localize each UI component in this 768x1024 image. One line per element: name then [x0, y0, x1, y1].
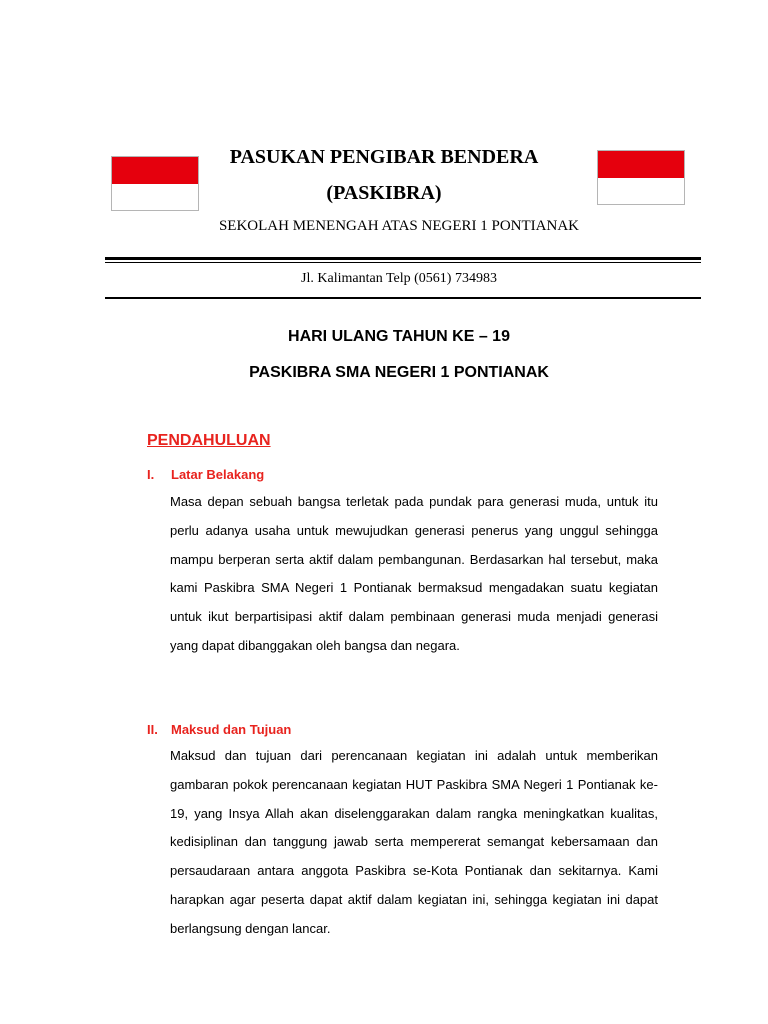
letterhead-rule-thin	[105, 262, 701, 263]
section-heading-pendahuluan: PENDAHULUAN	[147, 432, 271, 449]
document-title: HARI ULANG TAHUN KE – 19	[288, 328, 510, 345]
subsection-heading-maksud-tujuan	[147, 722, 291, 737]
paragraph-maksud-tujuan: Maksud dan tujuan dari perencanaan kegiatan ini adalah untuk memberikan gambaran pokok perencanaan kegiatan HUT Paskibra SMA Negeri 1 Pontianak ke-19, yang Insya Allah akan diselenggarakan dalam rangka meningkatkan kualitas, kedisiplinan dan tanggung jawab serta mempererat semangat kebersamaan dan persaudaraan antara anggota Paskibra se-Kota Pontianak dan sekitarnya. Kami harapkan agar peserta dapat aktif dalam kegiatan ini, sehingga kegiatan ini dapat berlangsung dengan lancar.	[170, 748, 658, 936]
subsection-heading-latar-belakang	[147, 467, 264, 482]
letterhead-school: SEKOLAH MENENGAH ATAS NEGERI 1 PONTIANAK	[218, 218, 580, 234]
document-subtitle: PASKIBRA SMA NEGERI 1 PONTIANAK	[249, 364, 549, 381]
letterhead-address: Jl. Kalimantan Telp (0561) 734983	[301, 271, 497, 286]
letterhead-subtitle: (PASKIBRA)	[326, 182, 442, 204]
letterhead-title: PASUKAN PENGIBAR BENDERA	[229, 146, 539, 168]
subsection-number: II.	[147, 722, 158, 737]
letterhead-rule-bottom	[105, 297, 701, 299]
paragraph-latar-belakang: Masa depan sebuah bangsa terletak pada pundak para generasi muda, untuk itu perlu adanya usaha untuk mewujudkan generasi penerus yang unggul sehingga mampu berperan serta aktif dalam pembangunan. Berdasarkan hal tersebut, maka kami Paskibra SMA Negeri 1 Pontianak bermaksud mengadakan suatu kegiatan untuk ikut berpartisipasi aktif dalam pembinaan generasi muda menjadi generasi yang dapat dibanggakan oleh bangsa dan negara.	[170, 494, 658, 653]
subsection-title: Maksud dan Tujuan	[171, 722, 292, 737]
subsection-number: I.	[147, 467, 155, 482]
letterhead-rule-thick	[105, 257, 701, 260]
subsection-title: Latar Belakang	[171, 467, 265, 482]
